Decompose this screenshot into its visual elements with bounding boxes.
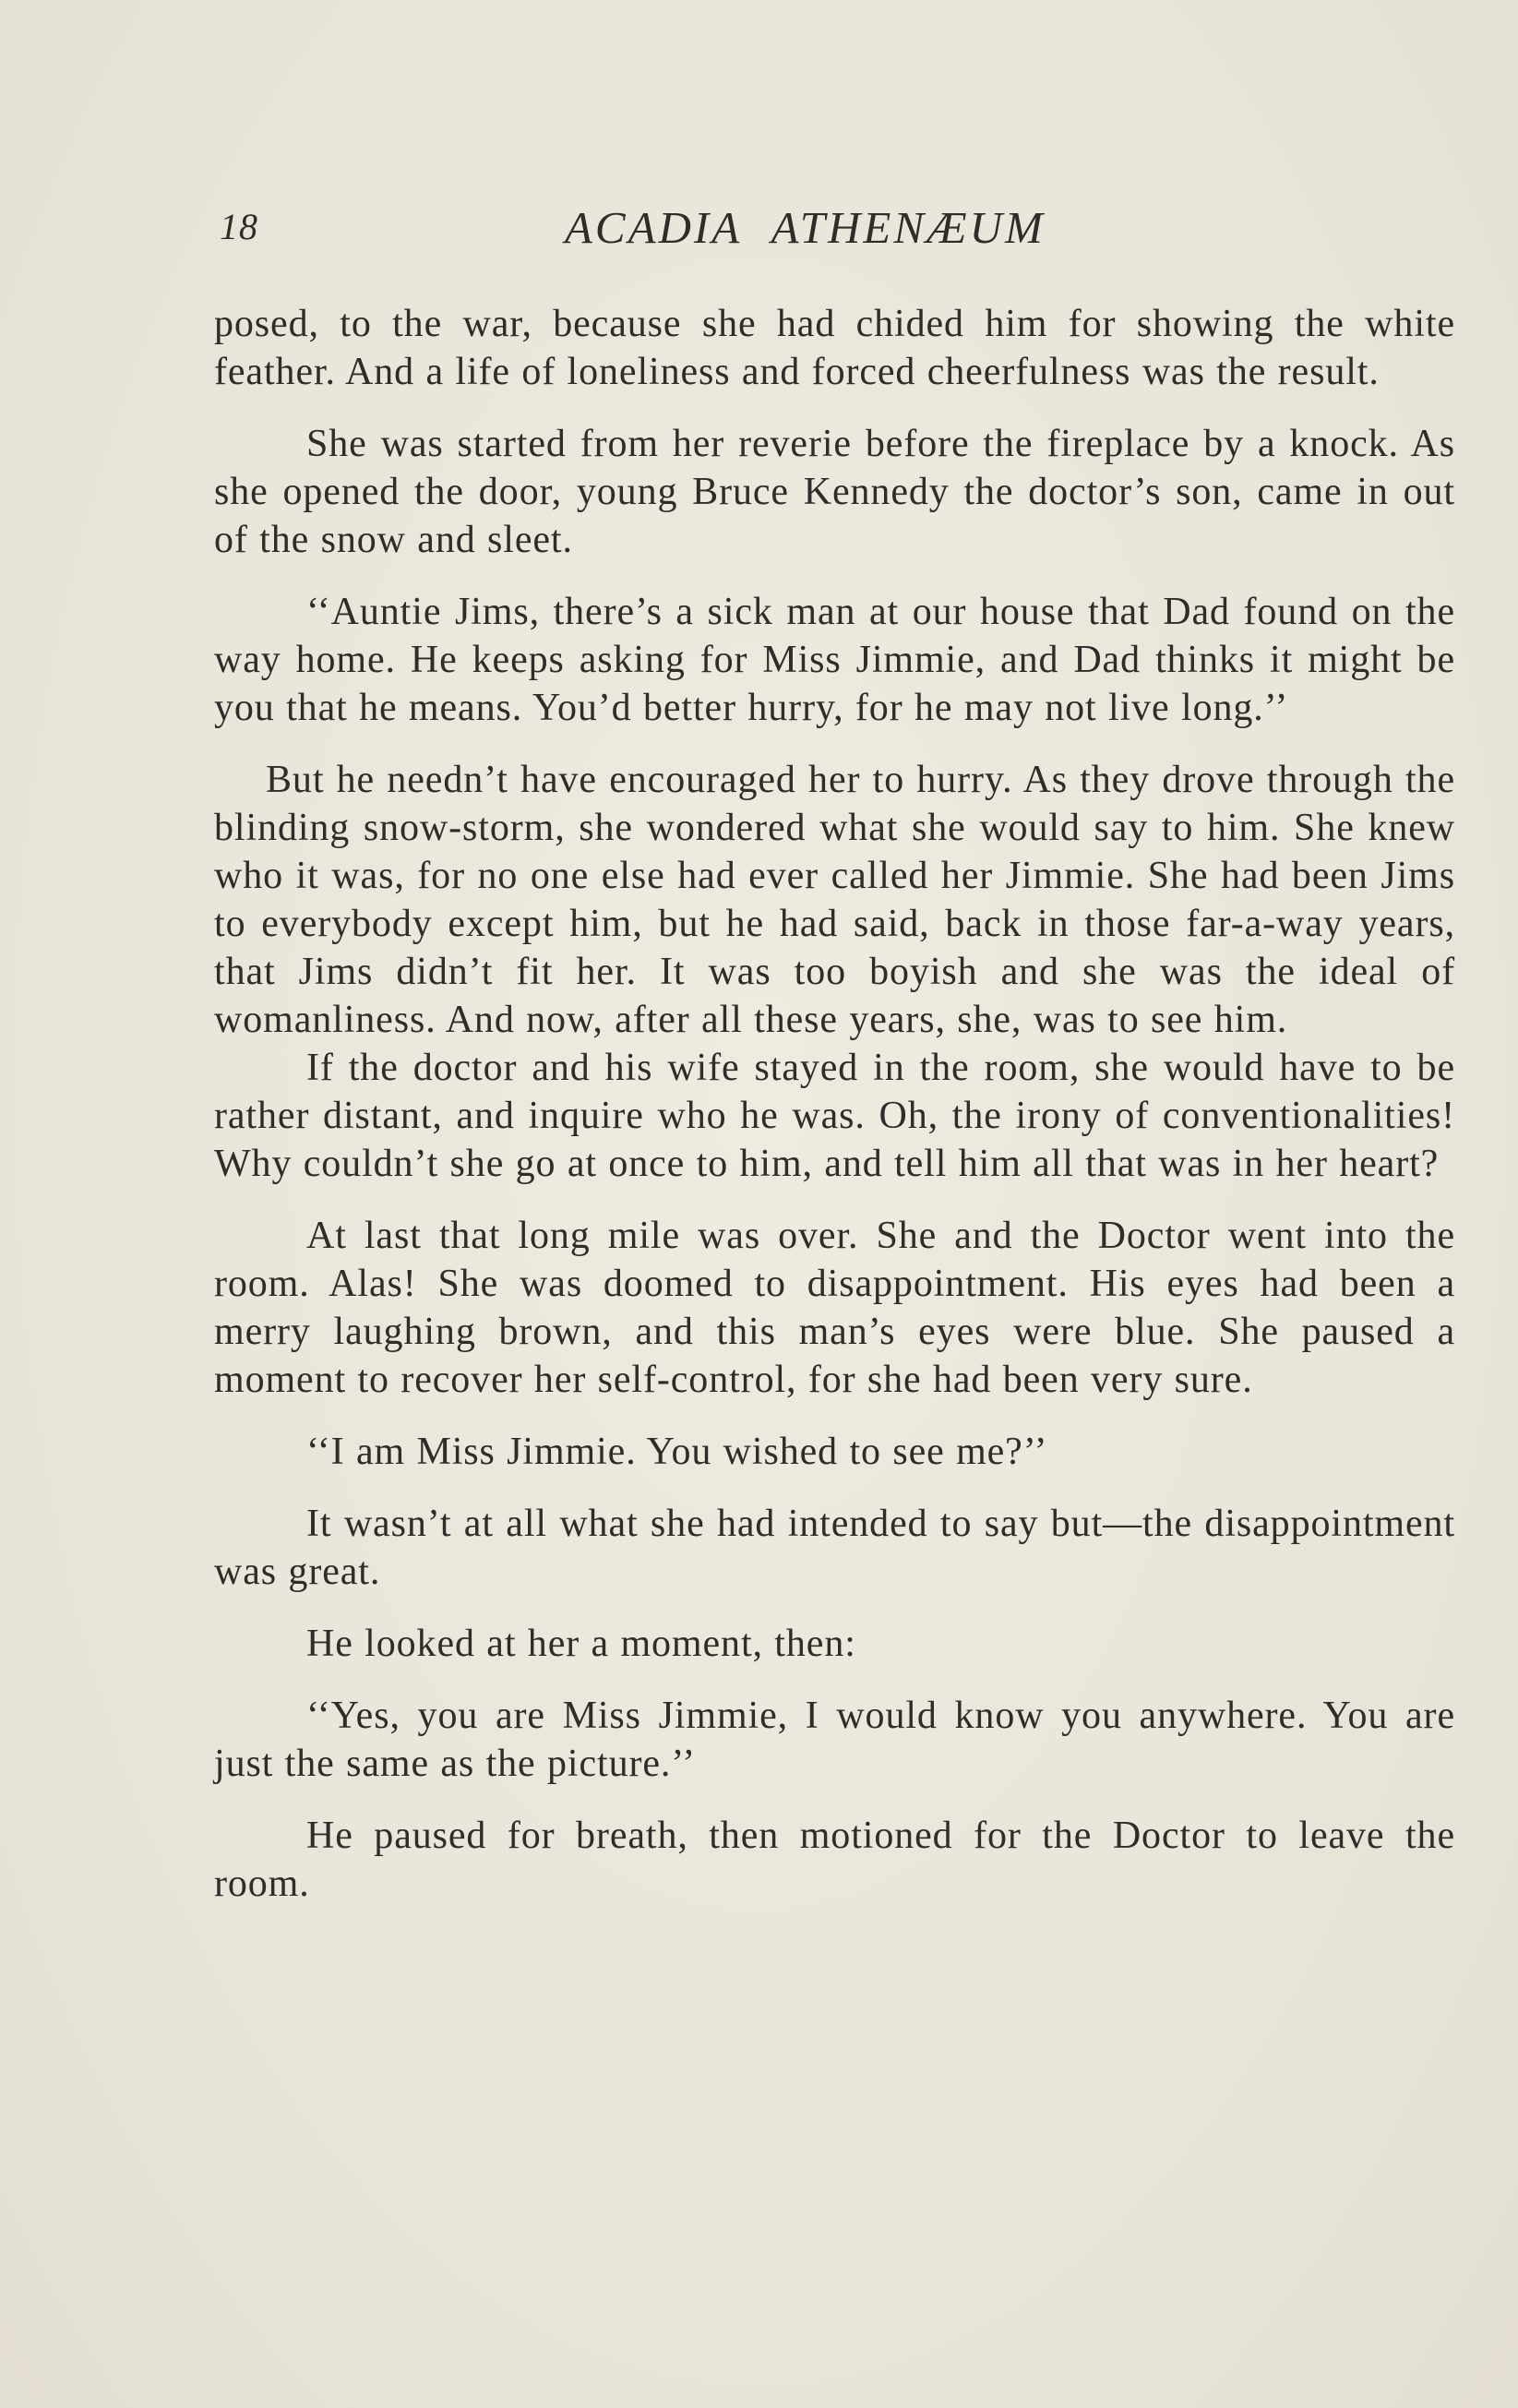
paragraph-4: But he needn’t have encouraged her to hurry. As they drove through the blinding snow-storm, she wondered what she would say to him. She knew who it was, for no one else had ever called her Jimmie. She had been Jims to everybody except him, but he had said, back in those far-a-way years, that Jims didn’t fit her. It was too boyish and she was the ideal of womanliness. And now, after all these years, she, was to see him.: [214, 759, 1455, 1041]
paragraph-2: She was started from her reverie before the fireplace by a knock. As she opened the door, young Bruce Kennedy the doctor’s son, came in out of the snow and sleet.: [214, 423, 1455, 561]
page-number: 18: [220, 206, 258, 247]
paragraph-7: ‘‘I am Miss Jimmie. You wished to see me?’’: [306, 1431, 1048, 1473]
body-text: [214, 300, 1455, 1908]
paragraph-10: ‘‘Yes, you are Miss Jimmie, I would know you anywhere. You are just the same as the picture.’’: [214, 1695, 1455, 1785]
paragraph-5: If the doctor and his wife stayed in the room, she would have to be rather distant, and inquire who he was. Oh, the irony of conventionalities! Why couldn’t she go at once to him, and tell him all that was in her heart?: [214, 1047, 1455, 1185]
paragraph-6: At last that long mile was over. She and the Doctor went into the room. Alas! She was doomed to disappointment. His eyes had been a merry laughing brown, and this man’s eyes were blue. She paused a moment to recover her self-control, for she had been very sure.: [214, 1215, 1455, 1401]
paragraph-3: ‘‘Auntie Jims, there’s a sick man at our house that Dad found on the way home. He keeps asking for Miss Jimmie, and Dad thinks it might be you that he means. You’d better hurry, for he may not live long.’’: [214, 591, 1455, 729]
page-header: [214, 201, 1137, 257]
running-title: ACADIA ATHENÆUM: [565, 202, 1046, 253]
paragraph-11: He paused for breath, then motioned for the Doctor to leave the room.: [214, 1815, 1455, 1905]
paragraph-9: He looked at her a moment, then:: [306, 1623, 856, 1665]
paragraph-8: It wasn’t at all what she had intended to say but—the disappointment was great.: [214, 1503, 1455, 1593]
paragraph-1: posed, to the war, because she had chided him for showing the white feather. And a life of loneliness and forced cheerfulness was the result.: [214, 303, 1455, 393]
